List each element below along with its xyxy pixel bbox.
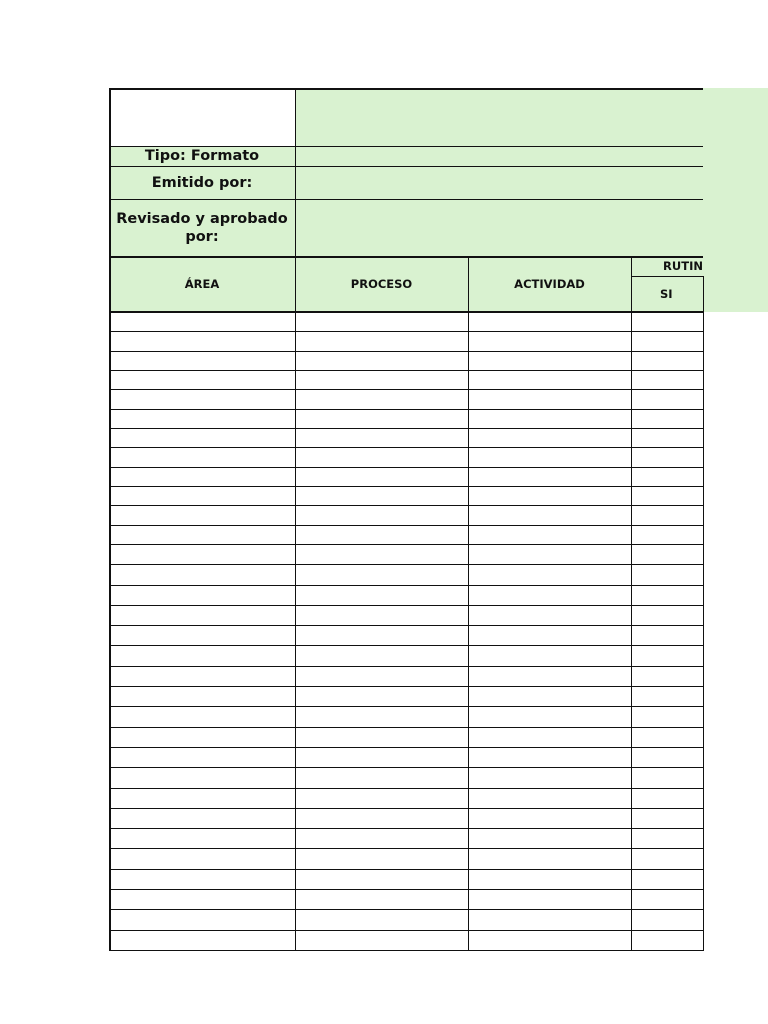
table-cell[interactable]	[468, 331, 631, 350]
table-cell[interactable]	[631, 486, 703, 505]
table-cell[interactable]	[631, 686, 703, 706]
table-cell[interactable]	[468, 889, 631, 909]
table-cell[interactable]	[295, 625, 468, 645]
table-cell[interactable]	[109, 808, 295, 828]
table-cell[interactable]	[109, 605, 295, 625]
table-cell[interactable]	[295, 666, 468, 686]
table-cell[interactable]	[631, 605, 703, 625]
table-cell[interactable]	[109, 625, 295, 645]
table-cell[interactable]	[109, 447, 295, 466]
table-cell[interactable]	[468, 467, 631, 486]
table-cell[interactable]	[295, 686, 468, 706]
column-header-rutina: RUTIN	[663, 259, 703, 273]
table-cell[interactable]	[109, 767, 295, 787]
table-cell[interactable]	[631, 727, 703, 747]
column-header-actividad: ACTIVIDAD	[514, 277, 585, 291]
table-cell[interactable]	[109, 351, 295, 370]
table-cell[interactable]	[468, 585, 631, 605]
table-cell[interactable]	[468, 428, 631, 447]
table-cell[interactable]	[631, 351, 703, 370]
table-cell[interactable]	[295, 331, 468, 350]
table-cell[interactable]	[631, 544, 703, 564]
table-cell[interactable]	[295, 767, 468, 787]
table-cell[interactable]	[631, 869, 703, 889]
table-cell[interactable]	[109, 486, 295, 505]
table-cell[interactable]	[468, 409, 631, 428]
table-cell[interactable]	[468, 828, 631, 848]
tipo-label: Tipo: Formato	[144, 148, 260, 164]
table-cell[interactable]	[468, 505, 631, 524]
table-cell[interactable]	[631, 389, 703, 408]
table-cell[interactable]	[631, 564, 703, 584]
table-cell[interactable]	[295, 351, 468, 370]
table-cell[interactable]	[631, 331, 703, 350]
table-cell[interactable]	[468, 808, 631, 828]
table-cell[interactable]	[468, 869, 631, 889]
table-cell[interactable]	[468, 767, 631, 787]
table-cell[interactable]	[295, 409, 468, 428]
table-cell[interactable]	[631, 706, 703, 726]
column-header-si: SI	[660, 287, 673, 301]
table-cell[interactable]	[631, 625, 703, 645]
table-cell[interactable]	[109, 686, 295, 706]
table-cell[interactable]	[109, 930, 295, 950]
table-cell[interactable]	[109, 889, 295, 909]
table-cell[interactable]	[109, 788, 295, 808]
table-cell[interactable]	[468, 564, 631, 584]
table-cell[interactable]	[631, 370, 703, 389]
table-cell[interactable]	[631, 788, 703, 808]
table-cell[interactable]	[468, 645, 631, 665]
table-cell[interactable]	[468, 706, 631, 726]
table-cell[interactable]	[295, 486, 468, 505]
table-cell[interactable]	[109, 312, 295, 331]
table-cell[interactable]	[631, 505, 703, 524]
table-cell[interactable]	[295, 467, 468, 486]
table-cell[interactable]	[295, 370, 468, 389]
table-cell[interactable]	[631, 808, 703, 828]
table-cell[interactable]	[631, 767, 703, 787]
table-cell[interactable]	[631, 645, 703, 665]
table-cell[interactable]	[295, 747, 468, 767]
table-cell[interactable]	[109, 727, 295, 747]
table-cell[interactable]	[295, 808, 468, 828]
table-cell[interactable]	[631, 909, 703, 929]
table-cell[interactable]	[109, 645, 295, 665]
table-cell[interactable]	[631, 828, 703, 848]
table-cell[interactable]	[295, 828, 468, 848]
table-cell[interactable]	[109, 370, 295, 389]
table-cell[interactable]	[468, 370, 631, 389]
table-cell[interactable]	[109, 428, 295, 447]
table-cell[interactable]	[468, 909, 631, 929]
table-cell[interactable]	[468, 788, 631, 808]
table-cell[interactable]	[295, 428, 468, 447]
table-cell[interactable]	[468, 447, 631, 466]
revisado-label: Revisado y aprobado por:	[116, 210, 288, 245]
table-cell[interactable]	[109, 544, 295, 564]
table-cell[interactable]	[295, 727, 468, 747]
table-cell[interactable]	[468, 486, 631, 505]
table-cell[interactable]	[295, 585, 468, 605]
table-cell[interactable]	[631, 525, 703, 544]
table-cell[interactable]	[295, 869, 468, 889]
table-cell[interactable]	[295, 505, 468, 524]
table-cell[interactable]	[468, 666, 631, 686]
table-cell[interactable]	[109, 409, 295, 428]
emitido-label: Emitido por:	[151, 174, 253, 191]
table-cell[interactable]	[631, 409, 703, 428]
table-cell[interactable]	[468, 389, 631, 408]
logo-cell	[109, 88, 295, 146]
table-cell[interactable]	[109, 564, 295, 584]
table-cell[interactable]	[468, 351, 631, 370]
table-cell[interactable]	[295, 930, 468, 950]
table-cell[interactable]	[109, 467, 295, 486]
table-cell[interactable]	[468, 312, 631, 331]
table-cell[interactable]	[468, 848, 631, 868]
table-cell[interactable]	[631, 666, 703, 686]
table-cell[interactable]	[109, 525, 295, 544]
table-cell[interactable]	[109, 747, 295, 767]
table-cell[interactable]	[631, 447, 703, 466]
table-cell[interactable]	[468, 525, 631, 544]
table-cell[interactable]	[631, 747, 703, 767]
table-cell[interactable]	[468, 727, 631, 747]
table-cell[interactable]	[109, 666, 295, 686]
table-cell[interactable]	[631, 848, 703, 868]
table-cell[interactable]	[109, 585, 295, 605]
table-cell[interactable]	[295, 848, 468, 868]
table-cell[interactable]	[295, 389, 468, 408]
table-cell[interactable]	[631, 428, 703, 447]
table-cell[interactable]	[109, 848, 295, 868]
table-cell[interactable]	[295, 447, 468, 466]
table-cell[interactable]	[295, 544, 468, 564]
table-cell[interactable]	[295, 312, 468, 331]
table-cell[interactable]	[468, 747, 631, 767]
table-cell[interactable]	[631, 889, 703, 909]
table-cell[interactable]	[109, 706, 295, 726]
table-cell[interactable]	[295, 909, 468, 929]
row-divider	[109, 950, 703, 951]
column-header-area: ÁREA	[184, 277, 220, 291]
table-cell[interactable]	[631, 585, 703, 605]
table-cell[interactable]	[295, 525, 468, 544]
table-cell[interactable]	[109, 909, 295, 929]
table-cell[interactable]	[295, 564, 468, 584]
table-cell[interactable]	[295, 706, 468, 726]
table-cell[interactable]	[109, 389, 295, 408]
table-cell[interactable]	[295, 605, 468, 625]
table-cell[interactable]	[468, 930, 631, 950]
table-cell[interactable]	[468, 605, 631, 625]
table-cell[interactable]	[631, 312, 703, 331]
column-header-proceso: PROCESO	[350, 277, 413, 291]
table-cell[interactable]	[295, 889, 468, 909]
table-cell[interactable]	[109, 869, 295, 889]
table-cell[interactable]	[295, 645, 468, 665]
table-cell[interactable]	[109, 828, 295, 848]
table-cell[interactable]	[109, 331, 295, 350]
table-cell[interactable]	[468, 625, 631, 645]
table-cell[interactable]	[468, 544, 631, 564]
table-cell[interactable]	[295, 788, 468, 808]
table-cell[interactable]	[468, 686, 631, 706]
table-cell[interactable]	[631, 467, 703, 486]
table-cell[interactable]	[109, 505, 295, 524]
table-cell[interactable]	[631, 930, 703, 950]
